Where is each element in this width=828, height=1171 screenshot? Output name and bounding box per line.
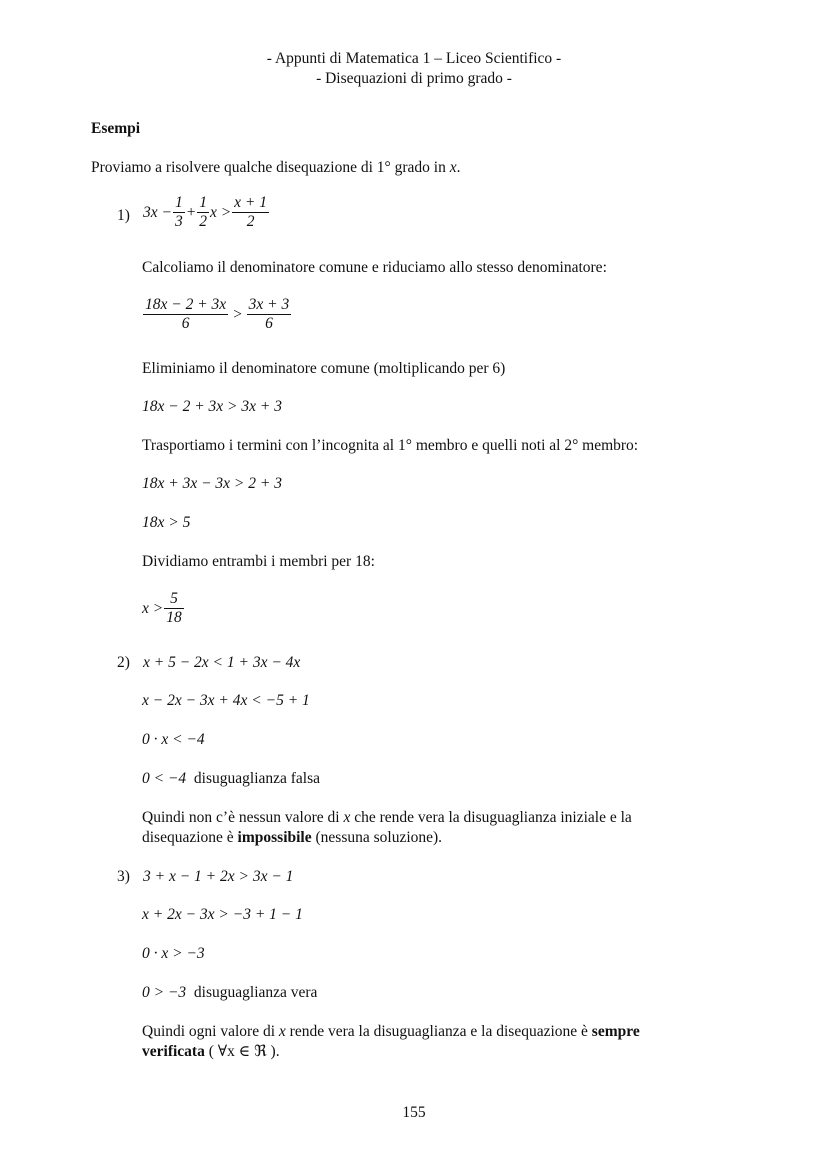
ex3-step2: 0 · x > −3 <box>142 945 205 962</box>
ex1-step1-fraction-2 <box>247 296 292 333</box>
example-3-equation: 3 + x − 1 + 2x > 3x − 1 <box>143 868 294 885</box>
ex1-sol-num: 5 <box>170 590 178 607</box>
ex1-f2-num: 1 <box>199 194 207 211</box>
example-1-equation <box>143 194 270 231</box>
ex3-concl-paren: ( ∀x ∈ ℜ ). <box>208 1043 280 1060</box>
ex1-step1-f1-den: 6 <box>143 314 228 333</box>
ex3-concl-a: Quindi ogni valore di <box>142 1023 276 1040</box>
ex2-step1: x − 2x − 3x + 4x < −5 + 1 <box>142 692 310 709</box>
ex1-mid: x > <box>209 203 232 221</box>
ex2-concl-var: x <box>343 809 351 826</box>
ex1-fraction-2 <box>197 194 209 231</box>
ex3-step3-equation: 0 > −3 <box>142 984 187 1001</box>
ex1-step1-f2-num: 3x + 3 <box>248 296 290 313</box>
ex1-sol-den: 18 <box>166 609 182 626</box>
ex1-lhs-start: 3x − <box>143 203 172 221</box>
ex2-concl-c: disequazione è <box>142 829 234 846</box>
ex1-step5-text: Dividiamo entrambi i membri per 18: <box>142 553 375 570</box>
intro-text: Proviamo a risolvere qualche disequazione di 1° grado in <box>91 159 446 176</box>
ex1-f1-num: 1 <box>174 194 183 211</box>
example-2-equation: x + 5 − 2x < 1 + 3x − 4x <box>143 654 301 671</box>
page-number: 155 <box>402 1104 426 1121</box>
ex3-step3 <box>142 983 317 1003</box>
ex2-step3-text: disuguaglianza falsa <box>193 770 321 787</box>
ex1-step3-text: Trasportiamo i termini con l’incognita al 1° membro e quelli noti al 2° membro: <box>142 437 639 454</box>
section-title: Esempi <box>91 120 141 137</box>
ex1-step1-f1-num: 18x − 2 + 3x <box>145 296 227 313</box>
ex3-step3-text: disuguaglianza vera <box>193 984 318 1001</box>
ex2-concl-d: (nessuna soluzione). <box>315 829 443 846</box>
ex1-step1-fraction-1 <box>143 296 228 333</box>
ex3-step1: x + 2x − 3x > −3 + 1 − 1 <box>142 906 303 923</box>
intro-paragraph <box>91 158 460 178</box>
ex3-concl-b: rende vera la disuguaglianza e la disequazione è <box>289 1023 588 1040</box>
ex1-solution <box>142 590 185 627</box>
intro-end: . <box>456 159 461 176</box>
ex1-f3-den: 2 <box>232 212 269 231</box>
ex2-conclusion-line-2 <box>142 828 442 848</box>
ex1-step3-equation: 18x + 3x − 3x > 2 + 3 <box>142 475 282 492</box>
ex3-concl-bold-2: verificata <box>142 1043 205 1060</box>
header-line-1: - Appunti di Matematica 1 – Liceo Scientifico - <box>266 50 562 67</box>
ex1-fraction-3 <box>232 194 269 231</box>
ex1-sol-lhs: x > <box>142 599 164 617</box>
ex2-step2: 0 · x < −4 <box>142 731 205 748</box>
ex1-step2-text: Eliminiamo il denominatore comune (moltiplicando per 6) <box>142 360 506 377</box>
ex1-f3-num: x + 1 <box>234 194 267 211</box>
example-2-label: 2) <box>117 654 130 671</box>
ex1-sol-fraction <box>164 590 184 627</box>
example-1-label: 1) <box>117 207 130 224</box>
ex3-conclusion-line-1 <box>142 1022 640 1042</box>
intro-variable: x <box>449 159 457 176</box>
ex2-step3-equation: 0 < −4 <box>142 770 187 787</box>
ex2-concl-b: che rende vera la disuguaglianza iniziale e la <box>354 809 632 826</box>
ex3-conclusion-line-2 <box>142 1042 280 1062</box>
ex1-f2-den: 2 <box>199 213 207 230</box>
ex1-f1-den: 3 <box>174 213 183 230</box>
ex1-step1-op: > <box>232 305 243 323</box>
ex2-step3 <box>142 769 320 789</box>
example-3-label: 3) <box>117 868 130 885</box>
ex3-concl-var: x <box>278 1023 286 1040</box>
ex2-concl-a: Quindi non c’è nessun valore di <box>142 809 340 826</box>
ex1-step1-text: Calcoliamo il denominatore comune e riduciamo allo stesso denominatore: <box>142 259 607 276</box>
ex1-step1-equation <box>142 296 292 333</box>
header-line-2: - Disequazioni di primo grado - <box>316 70 512 87</box>
ex1-step2-equation: 18x − 2 + 3x > 3x + 3 <box>142 398 282 415</box>
ex1-step4-equation: 18x > 5 <box>142 514 191 531</box>
ex1-step1-f2-den: 6 <box>247 314 292 333</box>
ex3-concl-bold-1: sempre <box>591 1023 640 1040</box>
ex1-fraction-1 <box>173 194 185 231</box>
ex2-conclusion-line-1 <box>142 808 632 828</box>
ex2-concl-bold: impossibile <box>237 829 312 846</box>
ex1-plus: + <box>185 203 197 221</box>
